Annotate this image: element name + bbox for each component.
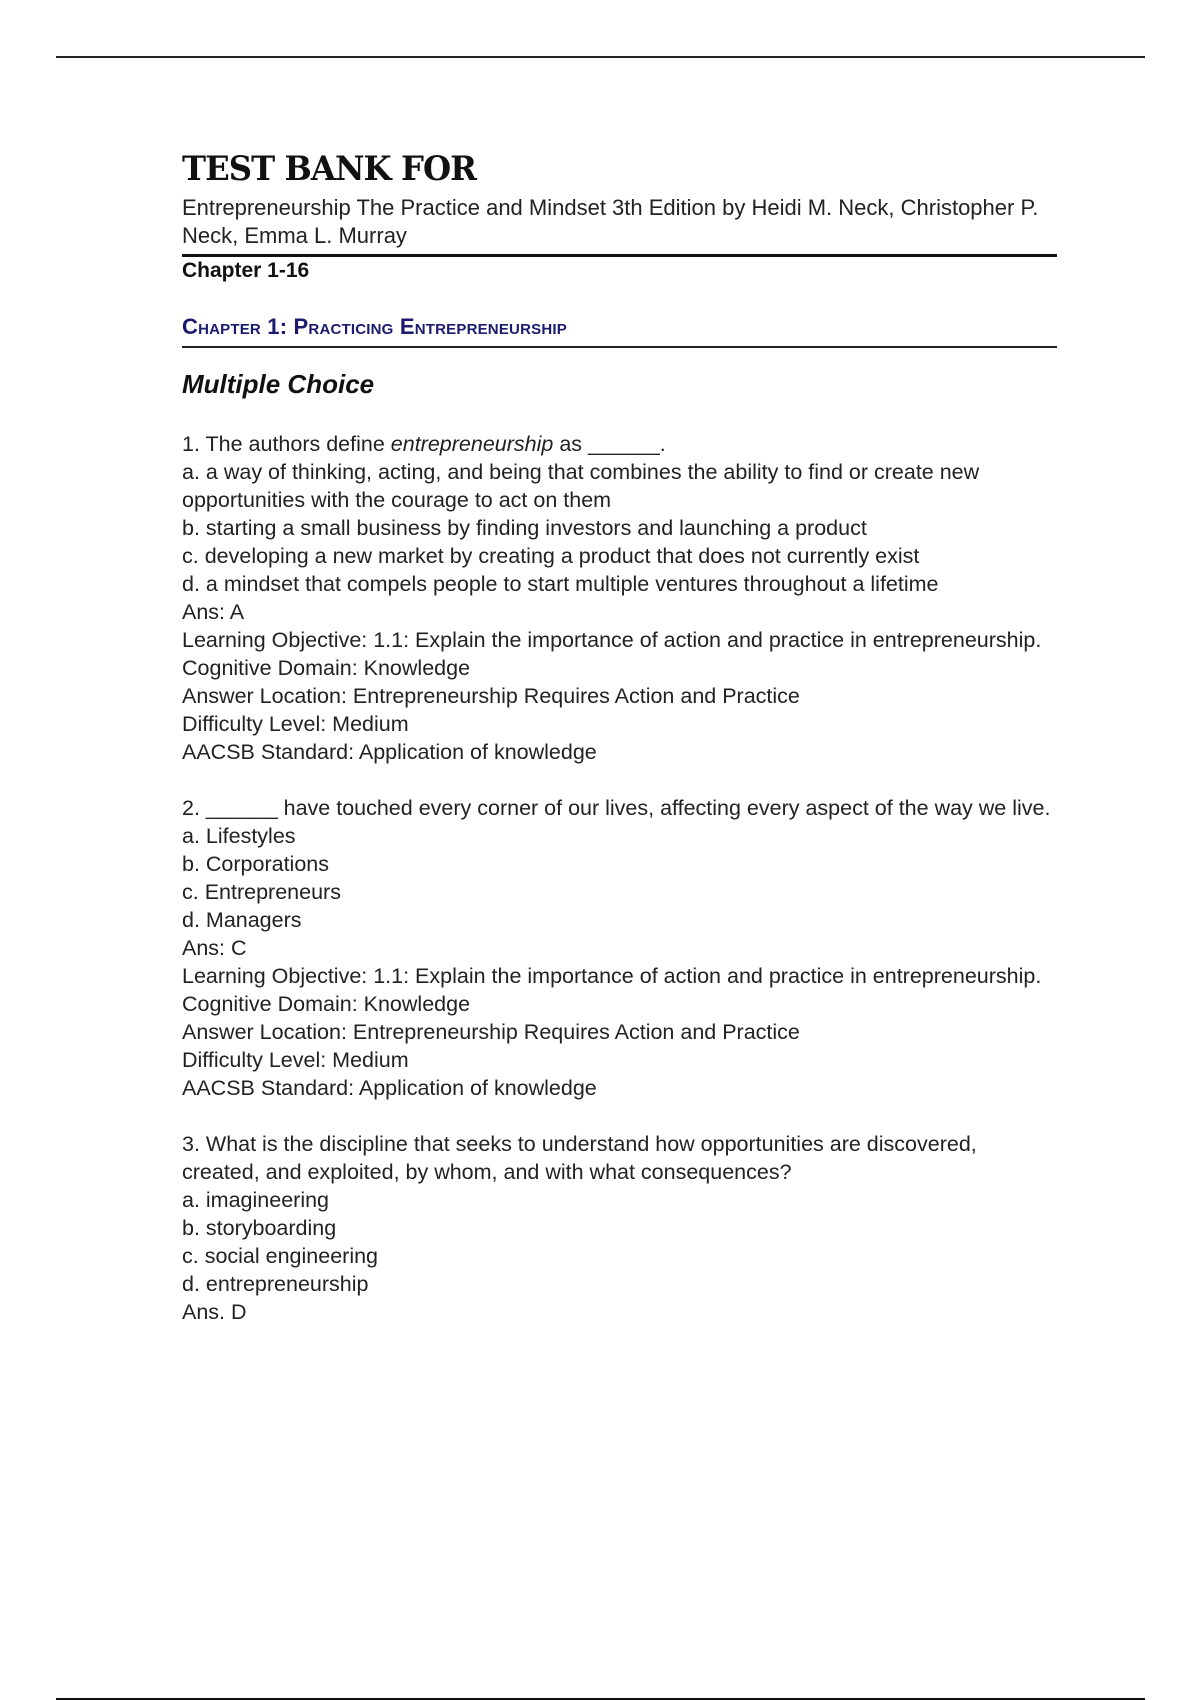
- answer: Ans. D: [182, 1300, 247, 1324]
- option-c: c. social engineering: [182, 1244, 379, 1268]
- question-list: [182, 430, 1057, 1326]
- question-1: [182, 430, 1057, 766]
- option-c: c. Entrepreneurs: [182, 880, 341, 904]
- option-d: d. entrepreneurship: [182, 1272, 369, 1296]
- option-b: b. Corporations: [182, 852, 329, 876]
- chapter-divider: [182, 346, 1057, 348]
- document-title: TEST BANK FOR: [182, 149, 477, 189]
- stem-suffix: as ______.: [553, 432, 666, 456]
- difficulty-level: Difficulty Level: Medium: [182, 1048, 409, 1072]
- question-stem: [182, 430, 1057, 458]
- question-stem: 3. What is the discipline that seeks to understand how opportunities are discovered, created, and exploited, by whom, and with what consequences?: [182, 1132, 977, 1184]
- option-d: d. Managers: [182, 908, 302, 932]
- option-b: b. starting a small business by finding investors and launching a product: [182, 516, 867, 540]
- answer-location: Answer Location: Entrepreneurship Requires Action and Practice: [182, 1020, 800, 1044]
- aacsb-standard: AACSB Standard: Application of knowledge: [182, 740, 597, 764]
- option-a: a. imagineering: [182, 1188, 330, 1212]
- chapter-range: Chapter 1-16: [182, 259, 310, 282]
- question-stem: 2. ______ have touched every corner of our lives, affecting every aspect of the way we live.: [182, 796, 1051, 820]
- answer: Ans: A: [182, 600, 245, 624]
- option-a: a. a way of thinking, acting, and being that combines the ability to find or create new opportunities with the courage to act on them: [182, 460, 980, 512]
- question-3: [182, 1130, 1057, 1326]
- book-subtitle: Entrepreneurship The Practice and Mindset 3th Edition by Heidi M. Neck, Christopher P. Neck, Emma L. Murray: [182, 195, 1039, 248]
- option-c: c. developing a new market by creating a product that does not currently exist: [182, 544, 920, 568]
- question-2: [182, 794, 1057, 1102]
- stem-emphasis: entrepreneurship: [390, 432, 554, 456]
- aacsb-standard: AACSB Standard: Application of knowledge: [182, 1076, 597, 1100]
- section-title: Multiple Choice: [182, 369, 375, 399]
- difficulty-level: Difficulty Level: Medium: [182, 712, 409, 736]
- page-top-rule: [56, 56, 1145, 58]
- option-b: b. storyboarding: [182, 1216, 337, 1240]
- chapter-heading: Chapter 1: Practicing Entrepreneurship: [182, 314, 567, 339]
- document-page: [182, 150, 1057, 1354]
- option-a: a. Lifestyles: [182, 824, 296, 848]
- learning-objective: Learning Objective: 1.1: Explain the importance of action and practice in entrepreneurship.: [182, 964, 1042, 988]
- answer-location: Answer Location: Entrepreneurship Requires Action and Practice: [182, 684, 800, 708]
- option-d: d. a mindset that compels people to start multiple ventures throughout a lifetime: [182, 572, 939, 596]
- cognitive-domain: Cognitive Domain: Knowledge: [182, 656, 471, 680]
- answer: Ans: C: [182, 936, 247, 960]
- learning-objective: Learning Objective: 1.1: Explain the importance of action and practice in entrepreneurship.: [182, 628, 1042, 652]
- cognitive-domain: Cognitive Domain: Knowledge: [182, 992, 471, 1016]
- stem-prefix: 1. The authors define: [182, 432, 391, 456]
